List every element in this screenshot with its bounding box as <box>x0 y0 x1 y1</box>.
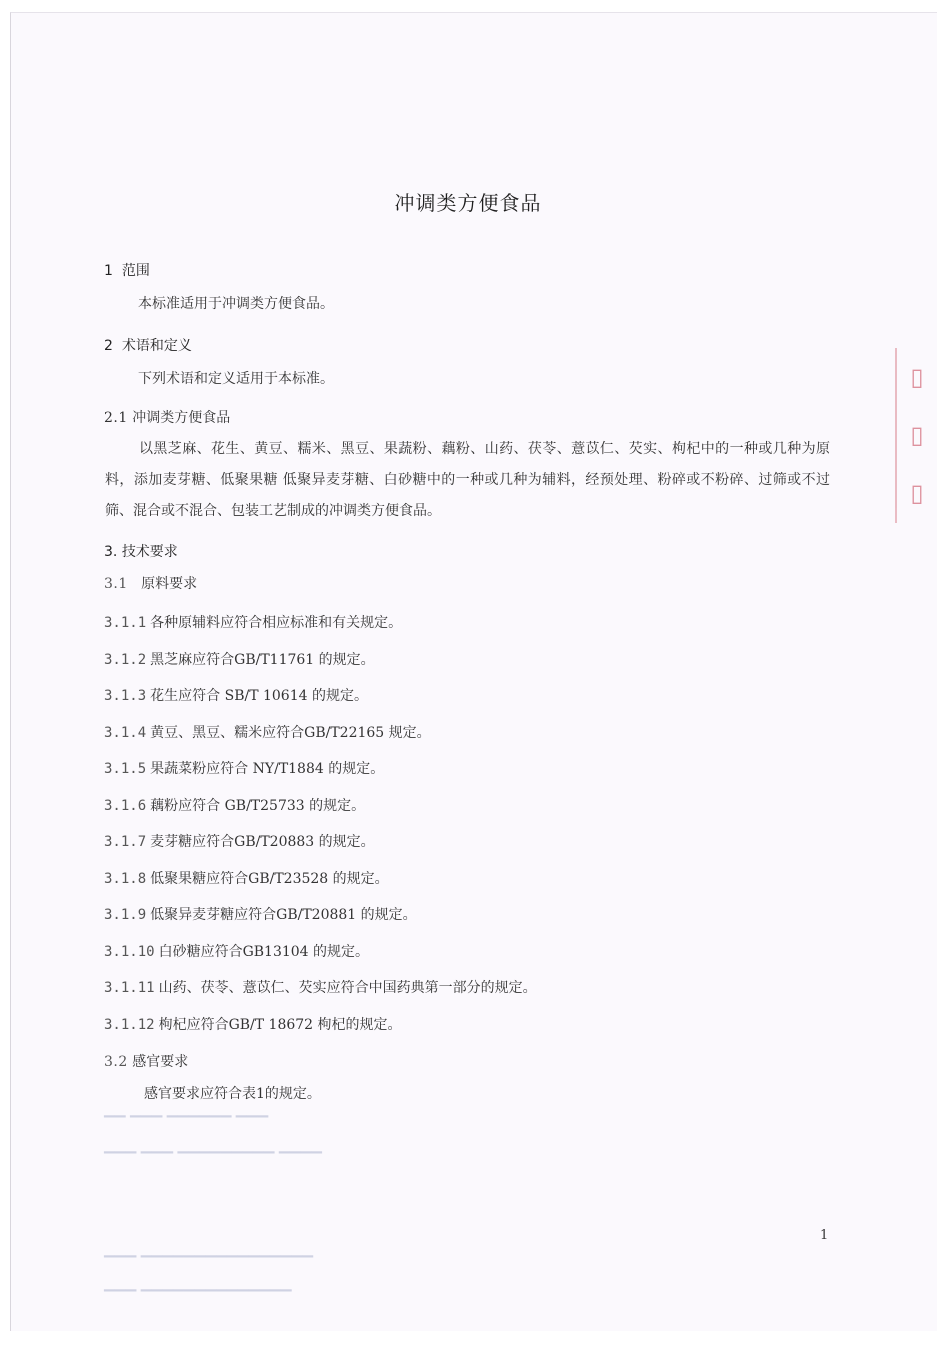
requirement-item <box>104 722 431 742</box>
requirement-text: 低聚异麦芽糖应符合GB/T20881 的规定。 <box>150 907 417 923</box>
section-2-text: 下列术语和定义适用于本标准。 <box>138 371 334 387</box>
requirement-item <box>104 831 375 851</box>
requirement-item <box>104 904 417 924</box>
requirement-text: 果蔬菜粉应符合 NY/T1884 的规定。 <box>150 761 385 777</box>
bleed-through-line: ▁▁ ▁▁▁ ▁▁▁▁▁▁ ▁▁▁ <box>104 1102 269 1118</box>
requirement-text: 花生应符合 SB/T 10614 的规定。 <box>150 688 368 704</box>
section-3-1-heading: 3.1 原料要求 <box>104 576 198 592</box>
requirement-item <box>104 795 365 815</box>
section-1-text: 本标准适用于冲调类方便食品。 <box>138 296 334 312</box>
bleed-through-line: ▁▁▁ ▁▁▁▁▁▁▁▁▁▁▁▁▁▁▁▁ <box>104 1242 314 1258</box>
requirement-text: 枸杞应符合GB/T 18672 枸杞的规定。 <box>158 1016 402 1033</box>
requirement-item <box>104 977 537 997</box>
section-2-heading: 2 术语和定义 <box>104 338 192 354</box>
requirement-item <box>104 758 384 778</box>
section-3-2-heading: 3.2 感官要求 <box>104 1054 189 1070</box>
requirement-text: 藕粉应符合 GB/T25733 的规定。 <box>150 797 366 814</box>
section-3-2-text: 感官要求应符合表1的规定。 <box>144 1086 321 1102</box>
requirement-item <box>104 649 375 669</box>
requirement-text: 山药、茯苓、薏苡仁、芡实应符合中国药典第一部分的规定。 <box>158 980 537 996</box>
requirement-item <box>104 941 369 961</box>
section-3-heading: 3. 技术要求 <box>104 544 178 560</box>
requirement-text: 低聚果糖应符合GB/T23528 的规定。 <box>150 870 389 887</box>
requirement-number: 3.1.6 <box>104 797 147 814</box>
requirement-item <box>104 1014 402 1034</box>
page-title: 冲调类方便食品 <box>394 191 542 215</box>
bleed-through-line: ▁▁▁ ▁▁▁ ▁▁▁▁▁▁▁▁▁ ▁▁▁▁ <box>104 1138 322 1154</box>
definition-heading: 2.1 冲调类方便食品 <box>104 410 231 426</box>
requirement-number: 3.1.12 <box>104 1016 155 1033</box>
requirement-number: 3.1.10 <box>104 943 155 960</box>
requirement-text: 黄豆、黑豆、糯米应符合GB/T22165 规定。 <box>150 724 431 741</box>
requirement-text: 黑芝麻应符合GB/T11761 的规定。 <box>150 651 375 668</box>
requirement-number: 3.1.1 <box>104 615 147 631</box>
requirement-number: 3.1.7 <box>104 834 147 850</box>
requirement-text: 麦芽糖应符合GB/T20883 的规定。 <box>150 834 375 850</box>
definition-paragraph: 以黑芝麻、花生、黄豆、糯米、黑豆、果蔬粉、藕粉、山药、茯苓、薏苡仁、芡实、枸杞中的一种或几种为原料，添加麦芽糖、低聚果糖 低聚异麦芽糖、白砂糖中的一种或几种为辅料，经预处理、粉碎或不粉碎、过筛或不过筛、混合或不混合、包装工艺制成的冲调类方便食品。 <box>105 441 830 519</box>
requirement-text: 各种原辅料应符合相应标准和有关规定。 <box>150 615 403 631</box>
red-stamp-mark: ▯ ▯ ▯ <box>895 348 937 523</box>
requirement-item <box>104 868 389 888</box>
bleed-through-line: ▁▁▁ ▁▁▁▁▁▁▁▁▁▁▁▁▁▁ <box>104 1276 292 1292</box>
requirement-item <box>104 612 402 632</box>
requirement-number: 3.1.2 <box>104 651 147 668</box>
requirement-number: 3.1.8 <box>104 870 147 887</box>
requirement-item <box>104 685 368 705</box>
requirement-number: 3.1.11 <box>104 980 155 996</box>
page-number: 1 <box>820 1228 829 1243</box>
requirement-text: 白砂糖应符合GB13104 的规定。 <box>158 943 370 960</box>
requirement-number: 3.1.4 <box>104 724 147 741</box>
requirement-number: 3.1.9 <box>104 907 147 923</box>
requirement-number: 3.1.5 <box>104 761 147 777</box>
section-1-heading: 1 范围 <box>104 263 150 279</box>
requirement-number: 3.1.3 <box>104 688 147 704</box>
